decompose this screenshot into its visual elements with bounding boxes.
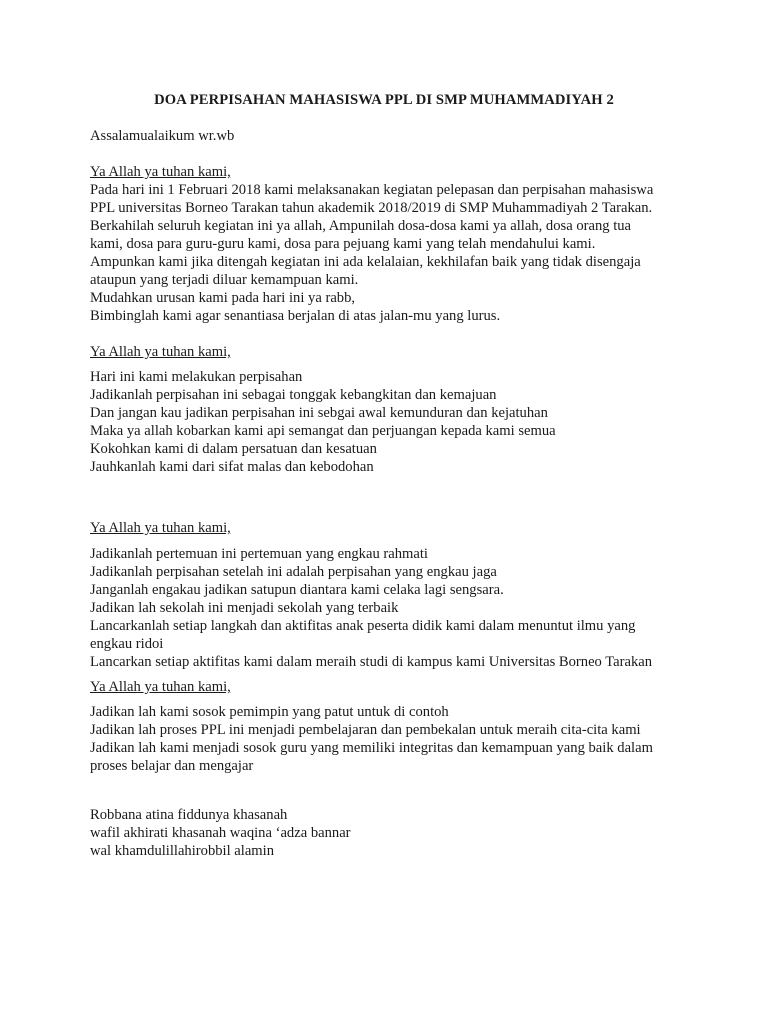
section-4-body xyxy=(90,703,690,775)
section-line: proses belajar dan mengajar xyxy=(90,758,254,774)
section-3 xyxy=(90,519,690,537)
section-2 xyxy=(90,343,690,361)
section-line: ataupun yang terjadi diluar kemampuan kami. xyxy=(90,272,359,288)
section-line: Lancarkanlah setiap langkah dan aktifitas anak peserta didik kami dalam menuntut ilmu yang xyxy=(90,618,636,634)
closing-line: wafil akhirati khasanah waqina ‘adza bannar xyxy=(90,825,351,841)
section-line: Jadikan lah kami sosok pemimpin yang patut untuk di contoh xyxy=(90,704,449,720)
closing-line: wal khamdulillahirobbil alamin xyxy=(90,843,275,859)
section-line: Hari ini kami melakukan perpisahan xyxy=(90,369,303,385)
section-line: Jadikanlah perpisahan setelah ini adalah perpisahan yang engkau jaga xyxy=(90,564,497,580)
section-line: Jadikanlah perpisahan ini sebagai tonggak kebangkitan dan kemajuan xyxy=(90,387,497,403)
document-title: DOA PERPISAHAN MAHASISWA PPL DI SMP MUHAMMADIYAH 2 xyxy=(154,92,614,108)
closing-line: Robbana atina fiddunya khasanah xyxy=(90,807,288,823)
closing-prayer xyxy=(90,806,690,860)
section-line: PPL universitas Borneo Tarakan tahun akademik 2018/2019 di SMP Muhammadiyah 2 Tarakan. xyxy=(90,200,653,216)
section-heading: Ya Allah ya tuhan kami, xyxy=(90,344,231,360)
section-heading: Ya Allah ya tuhan kami, xyxy=(90,520,231,536)
greeting xyxy=(90,127,690,145)
section-4 xyxy=(90,678,690,696)
section-line: Maka ya allah kobarkan kami api semangat dan perjuangan kepada kami semua xyxy=(90,423,556,439)
section-line: Kokohkan kami di dalam persatuan dan kesatuan xyxy=(90,441,377,457)
section-line: Ampunkan kami jika ditengah kegiatan ini ada kelalaian, kekhilafan baik yang tidak disengaja xyxy=(90,254,641,270)
section-3-body xyxy=(90,545,690,671)
greeting-text: Assalamualaikum wr.wb xyxy=(90,128,235,144)
section-line: Lancarkan setiap aktifitas kami dalam meraih studi di kampus kami Universitas Borneo Tarakan xyxy=(90,654,653,670)
section-line: Jauhkanlah kami dari sifat malas dan kebodohan xyxy=(90,459,374,475)
section-line: kami, dosa para guru-guru kami, dosa para pejuang kami yang telah mendahului kami. xyxy=(90,236,596,252)
section-heading: Ya Allah ya tuhan kami, xyxy=(90,164,231,180)
section-line: Mudahkan urusan kami pada hari ini ya rabb, xyxy=(90,290,356,306)
section-line: Jadikan lah sekolah ini menjadi sekolah yang terbaik xyxy=(90,600,399,616)
section-line: Berkahilah seluruh kegiatan ini ya allah, Ampunilah dosa-dosa kami ya allah, dosa orang tua xyxy=(90,218,632,234)
section-line: Janganlah engakau jadikan satupun diantara kami celaka lagi sengsara. xyxy=(90,582,504,598)
section-1 xyxy=(90,163,690,325)
section-line: Dan jangan kau jadikan perpisahan ini sebgai awal kemunduran dan kejatuhan xyxy=(90,405,548,421)
section-line: engkau ridoi xyxy=(90,636,164,652)
section-line: Jadikan lah kami menjadi sosok guru yang memiliki integritas dan kemampuan yang baik dalam xyxy=(90,740,653,756)
section-2-body xyxy=(90,368,690,476)
section-line: Pada hari ini 1 Februari 2018 kami melaksanakan kegiatan pelepasan dan perpisahan mahasiswa xyxy=(90,182,654,198)
section-line: Bimbinglah kami agar senantiasa berjalan di atas jalan-mu yang lurus. xyxy=(90,308,501,324)
section-heading: Ya Allah ya tuhan kami, xyxy=(90,679,231,695)
section-line: Jadikan lah proses PPL ini menjadi pembelajaran dan pembekalan untuk meraih cita-cita kami xyxy=(90,722,641,738)
section-line: Jadikanlah pertemuan ini pertemuan yang engkau rahmati xyxy=(90,546,428,562)
